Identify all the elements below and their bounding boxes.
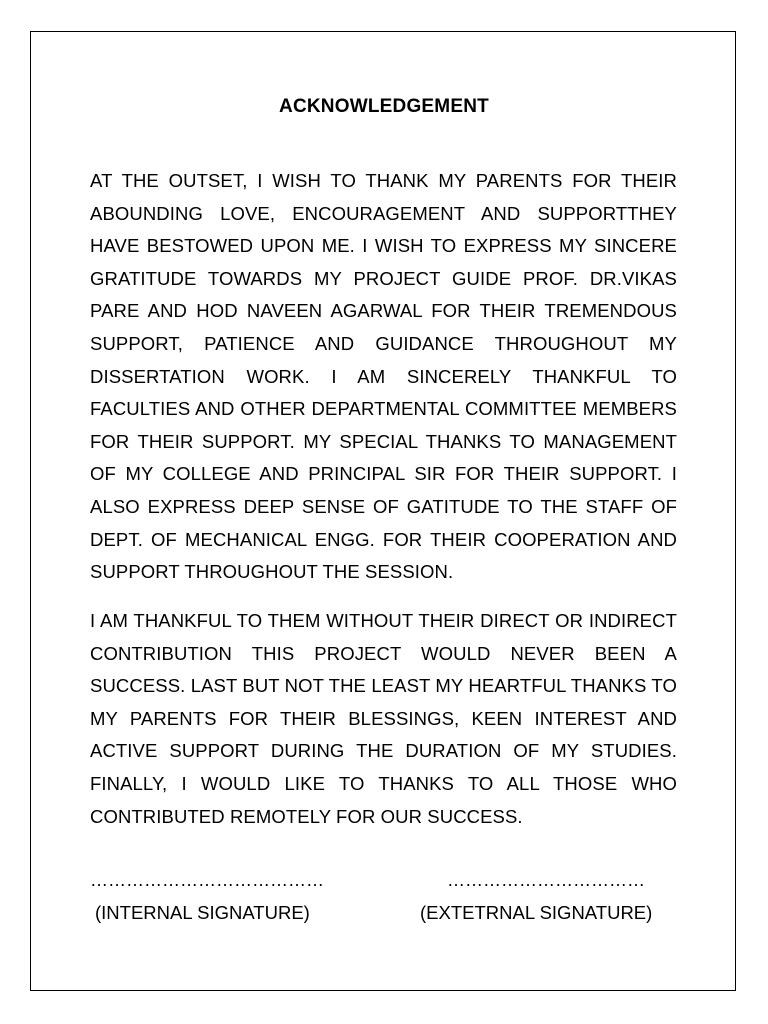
acknowledgement-paragraph-2: I AM THANKFUL TO THEM WITHOUT THEIR DIRECT OR INDIRECT CONTRIBUTION THIS PROJECT WOULD NEVER BEEN A SUCCESS. LAST BUT NOT THE LEAST MY HEARTFUL THANKS TO MY PARENTS FOR THEIR BLESSINGS, KEEN INTEREST AND ACTIVE SUPPORT DURING THE DURATION OF MY STUDIES. FINALLY, I WOULD LIKE TO THANKS TO ALL THOSE WHO CONTRIBUTED REMOTELY FOR OUR SUCCESS.	[90, 610, 677, 827]
page-title: ACKNOWLEDGEMENT	[279, 96, 489, 117]
internal-signature-line: …………………………………	[90, 870, 324, 890]
external-signature-line: ……………………………	[447, 870, 645, 890]
acknowledgement-paragraph-1: AT THE OUTSET, I WISH TO THANK MY PARENTS FOR THEIR ABOUNDING LOVE, ENCOURAGEMENT AND SUPPORTTHEY HAVE BESTOWED UPON ME. I WISH TO EXPRESS MY SINCERE GRATITUDE TOWARDS MY PROJECT GUIDE PROF. DR.VIKAS PARE AND HOD NAVEEN AGARWAL FOR THEIR TREMENDOUS SUPPORT, PATIENCE AND GUIDANCE THROUGHOUT MY DISSERTATION WORK. I AM SINCERELY THANKFUL TO FACULTIES AND OTHER DEPARTMENTAL COMMITTEE MEMBERS FOR THEIR SUPPORT. MY SPECIAL THANKS TO MANAGEMENT OF MY COLLEGE AND PRINCIPAL SIR FOR THEIR SUPPORT. I ALSO EXPRESS DEEP SENSE OF GATITUDE TO THE STAFF OF DEPT. OF MECHANICAL ENGG. FOR THEIR COOPERATION AND SUPPORT THROUGHOUT THE SESSION.	[90, 170, 677, 583]
external-signature-label: (EXTETRNAL SIGNATURE)	[420, 902, 653, 923]
internal-signature-label: (INTERNAL SIGNATURE)	[95, 902, 310, 923]
